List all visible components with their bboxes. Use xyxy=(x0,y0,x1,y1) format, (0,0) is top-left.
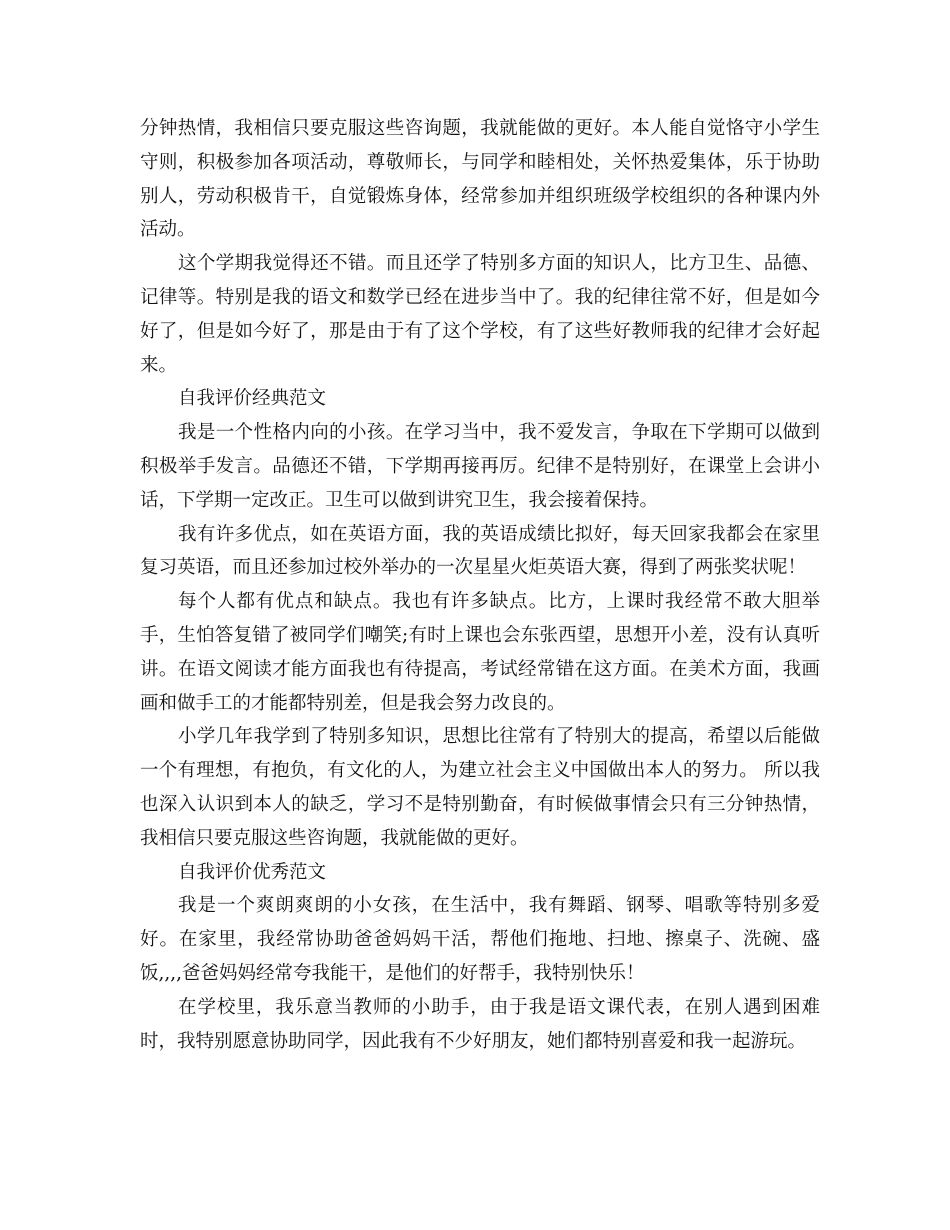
paragraph-4: 我有许多优点，如在英语方面，我的英语成绩比拟好，每天回家我都会在家里复习英语，而且还参加过校外举办的一次星星火炬英语大赛，得到了两张奖状呢！ xyxy=(140,523,820,579)
paragraph-7: 我是一个爽朗爽朗的小女孩，在生活中，我有舞蹈、钢琴、唱歌等特别多爱好。在家里，我经常协助爸爸妈妈干活，帮他们拖地、扫地、擦桌子、洗碗、盛饭,,,,爸爸妈妈经常夸我能干，是他们的好帮手，我特别快乐！ xyxy=(140,895,820,984)
paragraph-8: 在学校里，我乐意当教师的小助手，由于我是语文课代表，在别人遇到困难时，我特别愿意协助同学，因此我有不少好朋友，她们都特别喜爱和我一起游玩。 xyxy=(140,996,820,1052)
paragraph-5: 每个人都有优点和缺点。我也有许多缺点。比方，上课时我经常不敢大胆举手，生怕答复错了被同学们嘲笑;有时上课也会东张西望，思想开小差，没有认真听讲。在语文阅读才能方面我也有待提高，考试经常错在这方面。在美术方面，我画画和做手工的才能都特别差，但是我会努力改良的。 xyxy=(140,591,820,714)
paragraph-1: 分钟热情，我相信只要克服这些咨询题，我就能做的更好。本人能自觉恪守小学生守则，积极参加各项活动，尊敬师长，与同学和睦相处，关怀热爱集体，乐于协助别人，劳动积极肯干，自觉锻炼身体，经常参加并组织班级学校组织的各种课内外活动。 xyxy=(140,118,820,241)
section-heading-classic: 自我评价经典范文 xyxy=(178,388,327,410)
document-page xyxy=(140,112,820,1058)
paragraph-6: 小学几年我学到了特别多知识，思想比往常有了特别大的提高，希望以后能做一个有理想，有抱负，有文化的人，为建立社会主义中国做出本人的努力。 所以我也深入认识到本人的缺乏，学习不是特别勤奋，有时候做事情会只有三分钟热情，我相信只要克服这些咨询题，我就能做的更好。 xyxy=(140,726,820,849)
paragraph-2: 这个学期我觉得还不错。而且还学了特别多方面的知识人，比方卫生、品德、记律等。特别是我的语文和数学已经在进步当中了。我的纪律往常不好，但是如今好了，但是如今好了，那是由于有了这个学校，有了这些好教师我的纪律才会好起来。 xyxy=(140,253,820,376)
paragraph-3: 我是一个性格内向的小孩。在学习当中，我不爱发言，争取在下学期可以做到积极举手发言。品德还不错，下学期再接再厉。纪律不是特别好，在课堂上会讲小话，下学期一定改正。卫生可以做到讲究卫生，我会接着保持。 xyxy=(140,422,820,511)
section-heading-excellent: 自我评价优秀范文 xyxy=(178,861,327,883)
